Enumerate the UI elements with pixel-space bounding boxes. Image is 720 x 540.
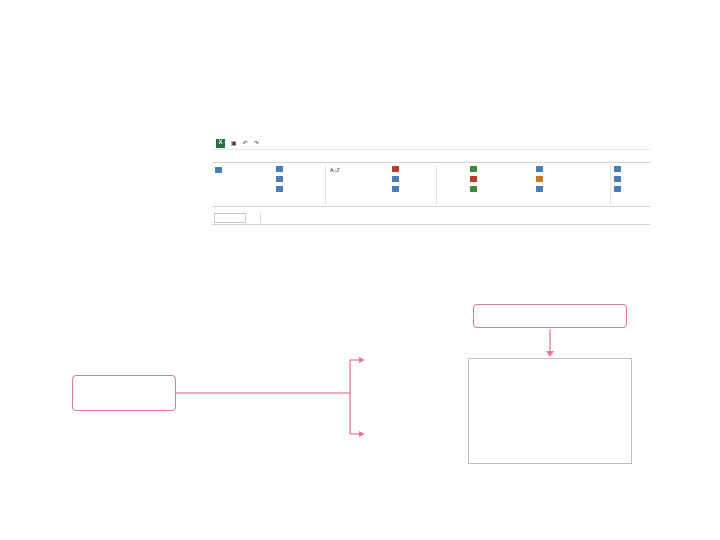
save-icon[interactable]: ▣ xyxy=(231,140,237,147)
arrow-bins-line xyxy=(176,360,360,393)
excel-icon: X xyxy=(216,139,225,148)
arrow-bins-head2 xyxy=(359,431,365,437)
arrow-chart-head xyxy=(546,351,554,357)
redo-icon[interactable]: ↷ xyxy=(253,140,259,147)
arrow-bins-head1 xyxy=(359,357,365,363)
sort-az-icon[interactable]: A↓Z xyxy=(330,168,340,174)
undo-icon[interactable]: ↶ xyxy=(242,140,248,147)
